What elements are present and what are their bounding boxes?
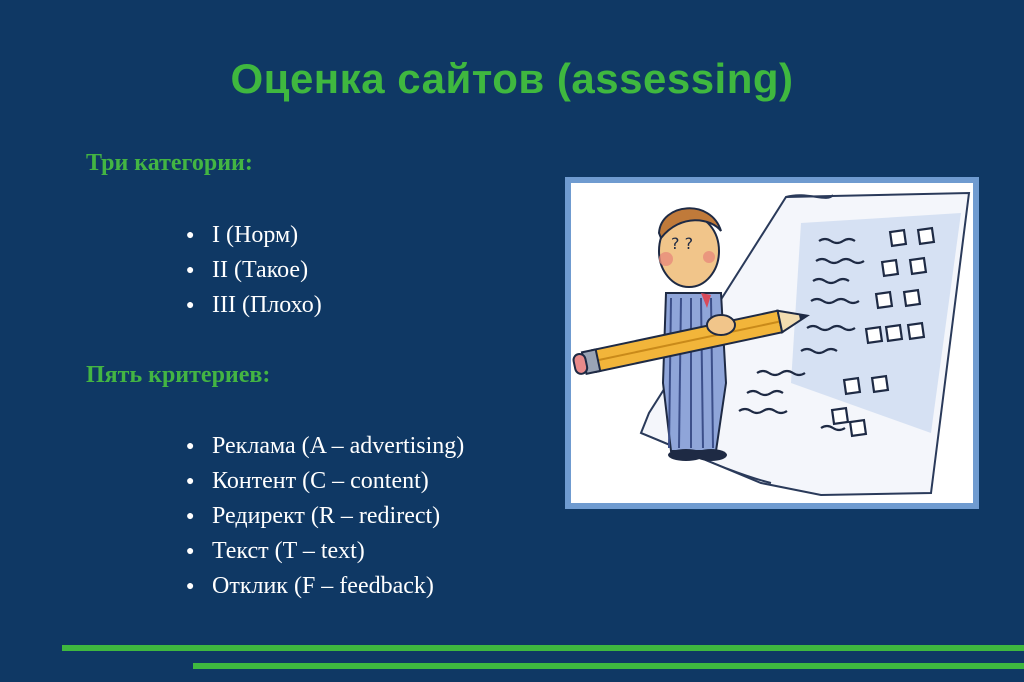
list-item: [186, 464, 464, 499]
criteria-list: [186, 429, 464, 604]
bullet-icon: ●: [186, 263, 195, 278]
bullet-icon: ●: [186, 298, 195, 313]
list-item: [186, 499, 464, 534]
categories-heading: Три категории:: [86, 150, 253, 176]
list-item-text: Контент (C – content): [212, 468, 429, 494]
bullet-icon: ●: [186, 439, 195, 454]
list-item-text: I (Норм): [212, 222, 299, 248]
bullet-icon: ●: [186, 544, 195, 559]
criteria-heading: Пять критериев:: [86, 362, 271, 388]
bullet-icon: ●: [186, 474, 195, 489]
list-item-text: Отклик (F – feedback): [212, 573, 434, 599]
list-item: [186, 534, 464, 569]
list-item: [186, 288, 322, 323]
list-item-text: II (Такое): [212, 257, 309, 283]
bullet-icon: ●: [186, 579, 195, 594]
illustration-frame: [565, 177, 979, 509]
list-item: [186, 569, 464, 604]
categories-list: [186, 218, 322, 323]
list-item: [186, 253, 322, 288]
list-item-text: Реклама (A – advertising): [212, 433, 465, 459]
question-marks: ? ?: [671, 234, 694, 253]
illustration: [571, 183, 973, 503]
list-item-text: III (Плохо): [212, 292, 322, 318]
list-item: [186, 429, 464, 464]
slide-title: Оценка сайтов (assessing): [230, 55, 794, 102]
list-item: [186, 218, 322, 253]
divider-line: [62, 645, 1024, 651]
bullet-icon: ●: [186, 509, 195, 524]
list-item-text: Редирект (R – redirect): [212, 503, 441, 529]
list-item-text: Текст (T – text): [212, 538, 365, 564]
bullet-icon: ●: [186, 228, 195, 243]
divider-line: [193, 663, 1024, 669]
man-with-pencil-and-checklist-icon: [571, 183, 973, 503]
